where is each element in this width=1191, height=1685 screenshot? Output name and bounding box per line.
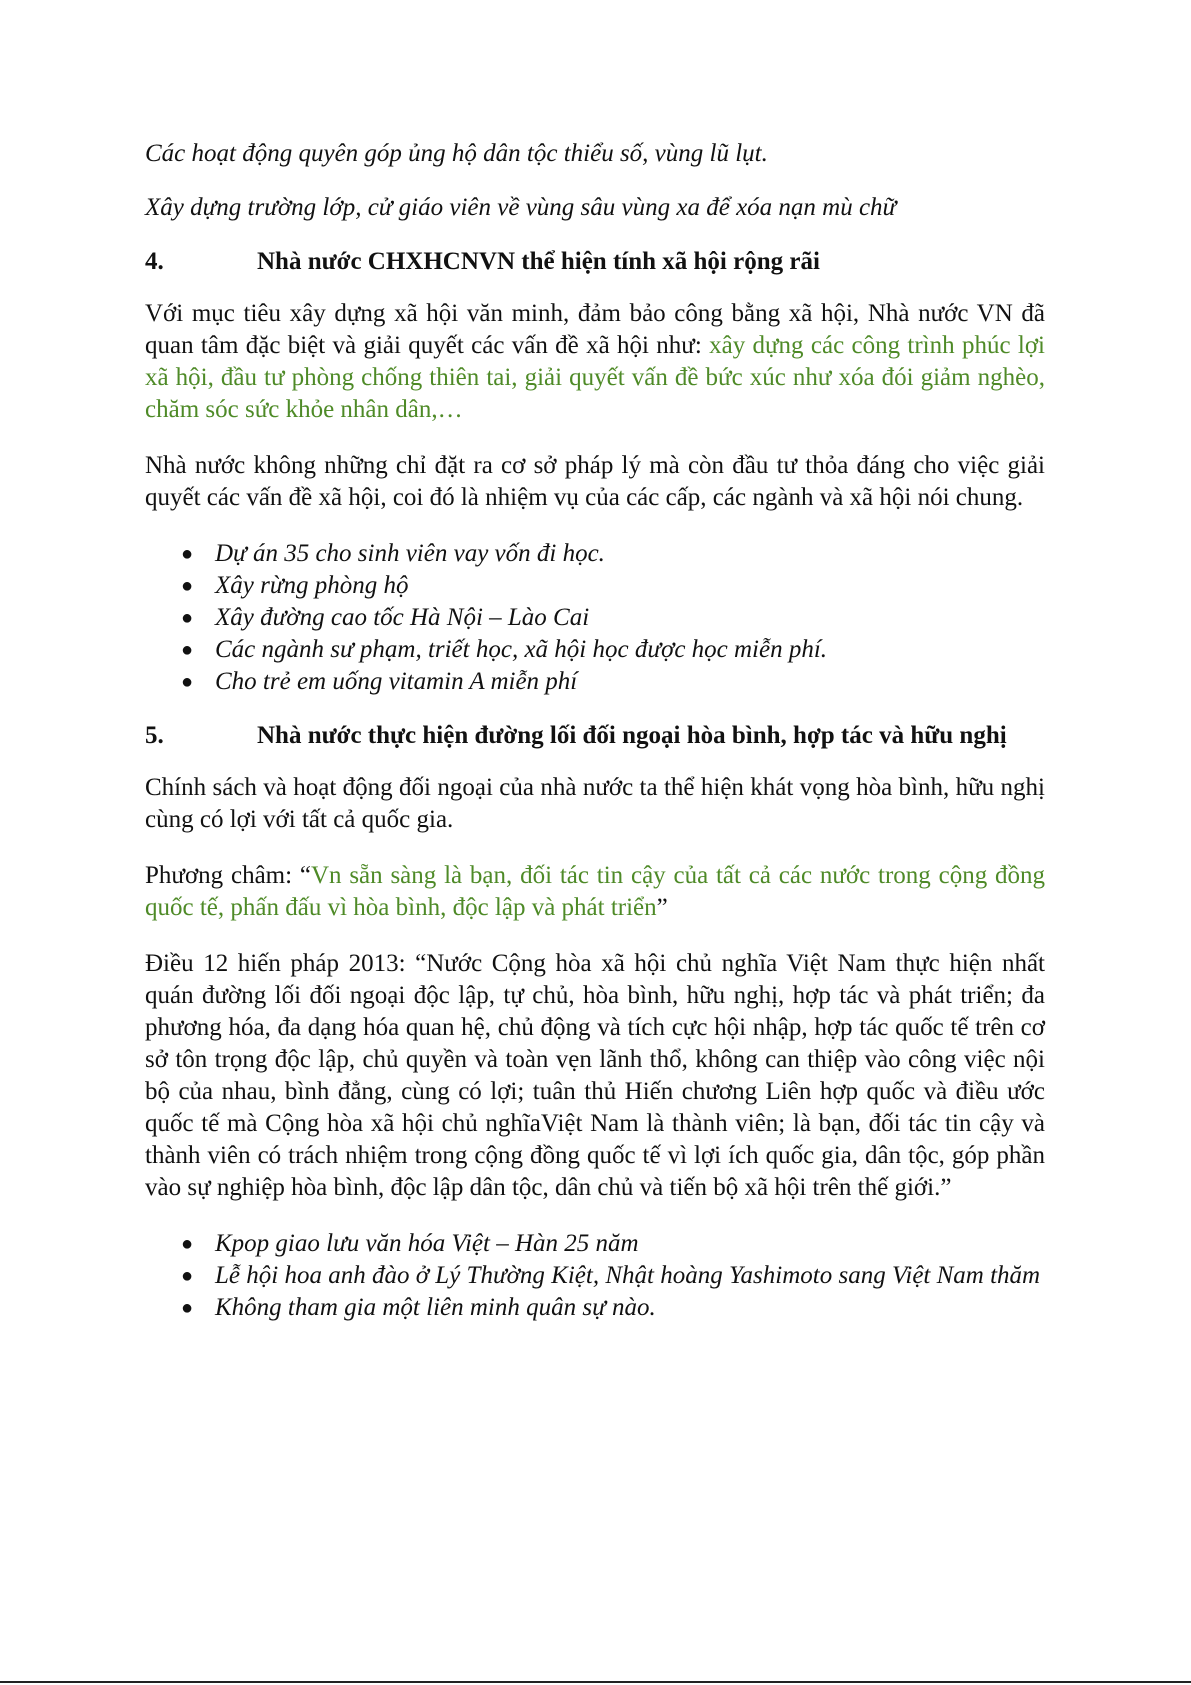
- list-item-text: Lễ hội hoa anh đào ở Lý Thường Kiệt, Nhật hoàng Yashimoto sang Việt Nam thăm: [215, 1262, 1041, 1289]
- section-5-article-12: Điều 12 hiến pháp 2013: “Nước Cộng hòa xã hội chủ nghĩa Việt Nam thực hiện nhất quán đường lối đối ngoại độc lập, tự chủ, hòa bình, hữu nghị, hợp tác và phát triển; đa phương hóa, đa dạng hóa quan hệ, chủ động và tích cực hội nhập, hợp tác quốc tế trên cơ sở tôn trọng độc lập, chủ quyền và toàn vẹn lãnh thổ, không can thiệp vào công việc nội bộ của nhau, bình đẳng, cùng có lợi; tuân thủ Hiến chương Liên hợp quốc và điều ước quốc tế mà Cộng hòa xã hội chủ nghĩaViệt Nam là thành viên; là bạn, đối tác tin cậy và thành viên có trách nhiệm trong cộng đồng quốc tế vì lợi ích quốc gia, dân tộc, góp phần vào sự nghiệp hòa bình, độc lập dân tộc, dân chủ và tiến bộ xã hội trên thế giới.”: [145, 950, 1045, 1201]
- section-4-title: Nhà nước CHXHCNVN thể hiện tính xã hội rộng rãi: [257, 248, 820, 275]
- section-5-title: Nhà nước thực hiện đường lối đối ngoại hòa bình, hợp tác và hữu nghị: [257, 722, 1007, 749]
- list-item: [145, 602, 1045, 634]
- list-item: [145, 666, 1045, 698]
- bullet-icon: ●: [181, 639, 194, 661]
- list-item-text: Các ngành sư phạm, triết học, xã hội học được học miễn phí.: [215, 636, 828, 663]
- list-item-text: Kpop giao lưu văn hóa Việt – Hàn 25 năm: [215, 1230, 639, 1257]
- bullet-icon: ●: [181, 1297, 194, 1319]
- section-5-number: 5.: [145, 722, 164, 749]
- list-item-text: Không tham gia một liên minh quân sự nào.: [215, 1294, 656, 1321]
- list-item-text: Xây rừng phòng hộ: [215, 572, 409, 599]
- list-item: [145, 1292, 1045, 1324]
- bullet-icon: ●: [181, 671, 194, 693]
- list-item: [145, 538, 1045, 570]
- intro-line-1: Các hoạt động quyên góp ủng hộ dân tộc thiểu số, vùng lũ lụt.: [145, 140, 768, 167]
- section-5-motto: [145, 860, 1045, 924]
- section-5-bullet-list: [145, 1228, 1045, 1324]
- list-item: [145, 634, 1045, 666]
- section-4-paragraph-1-text: Với mục tiêu xây dựng xã hội văn minh, đảm bảo công bằng xã hội, Nhà nước VN đã quan tâm đặc biệt và giải quyết các vấn đề xã hội như:: [145, 300, 1045, 359]
- intro-line-2: Xây dựng trường lớp, cử giáo viên về vùng sâu vùng xa để xóa nạn mù chữ: [145, 194, 897, 221]
- list-item-text: Xây đường cao tốc Hà Nội – Lào Cai: [215, 604, 590, 631]
- section-4-paragraph-2: Nhà nước không những chỉ đặt ra cơ sở pháp lý mà còn đầu tư thỏa đáng cho việc giải quyết các vấn đề xã hội, coi đó là nhiệm vụ của các cấp, các ngành và xã hội nói chung.: [145, 452, 1045, 511]
- section-4-number: 4.: [145, 248, 164, 275]
- section-5-paragraph-1: Chính sách và hoạt động đối ngoại của nhà nước ta thể hiện khát vọng hòa bình, hữu nghị cùng có lợi với tất cả quốc gia.: [145, 774, 1045, 833]
- list-item-text: Cho trẻ em uống vitamin A miễn phí: [215, 668, 578, 695]
- bullet-icon: ●: [181, 543, 194, 565]
- section-4-paragraph-1: [145, 298, 1045, 426]
- list-item: [145, 1260, 1045, 1292]
- bullet-icon: ●: [181, 575, 194, 597]
- list-item: [145, 570, 1045, 602]
- motto-highlight: Vn sẵn sàng là bạn, đối tác tin cậy của tất cả các nước trong cộng đồng quốc tế, phấn đấu vì hòa bình, độc lập và phát triển: [145, 862, 1045, 921]
- list-item: [145, 1228, 1045, 1260]
- section-5-heading: [145, 720, 1045, 752]
- section-4-bullet-list: [145, 538, 1045, 698]
- page-bottom-rule: [0, 1681, 1191, 1683]
- bullet-icon: ●: [181, 607, 194, 629]
- list-item-text: Dự án 35 cho sinh viên vay vốn đi học.: [215, 540, 605, 567]
- bullet-icon: ●: [181, 1233, 194, 1255]
- section-4-heading: [145, 246, 1045, 278]
- motto-prefix: Phương châm: “: [145, 862, 311, 889]
- motto-suffix: ”: [656, 894, 668, 921]
- section-4-paragraph-1-highlight: xây dựng các công trình phúc lợi xã hội, đầu tư phòng chống thiên tai, giải quyết vấn đề bức xúc như xóa đói giảm nghèo, chăm sóc sức khỏe nhân dân,…: [145, 332, 1045, 423]
- bullet-icon: ●: [181, 1265, 194, 1287]
- document-page: [145, 138, 1045, 1346]
